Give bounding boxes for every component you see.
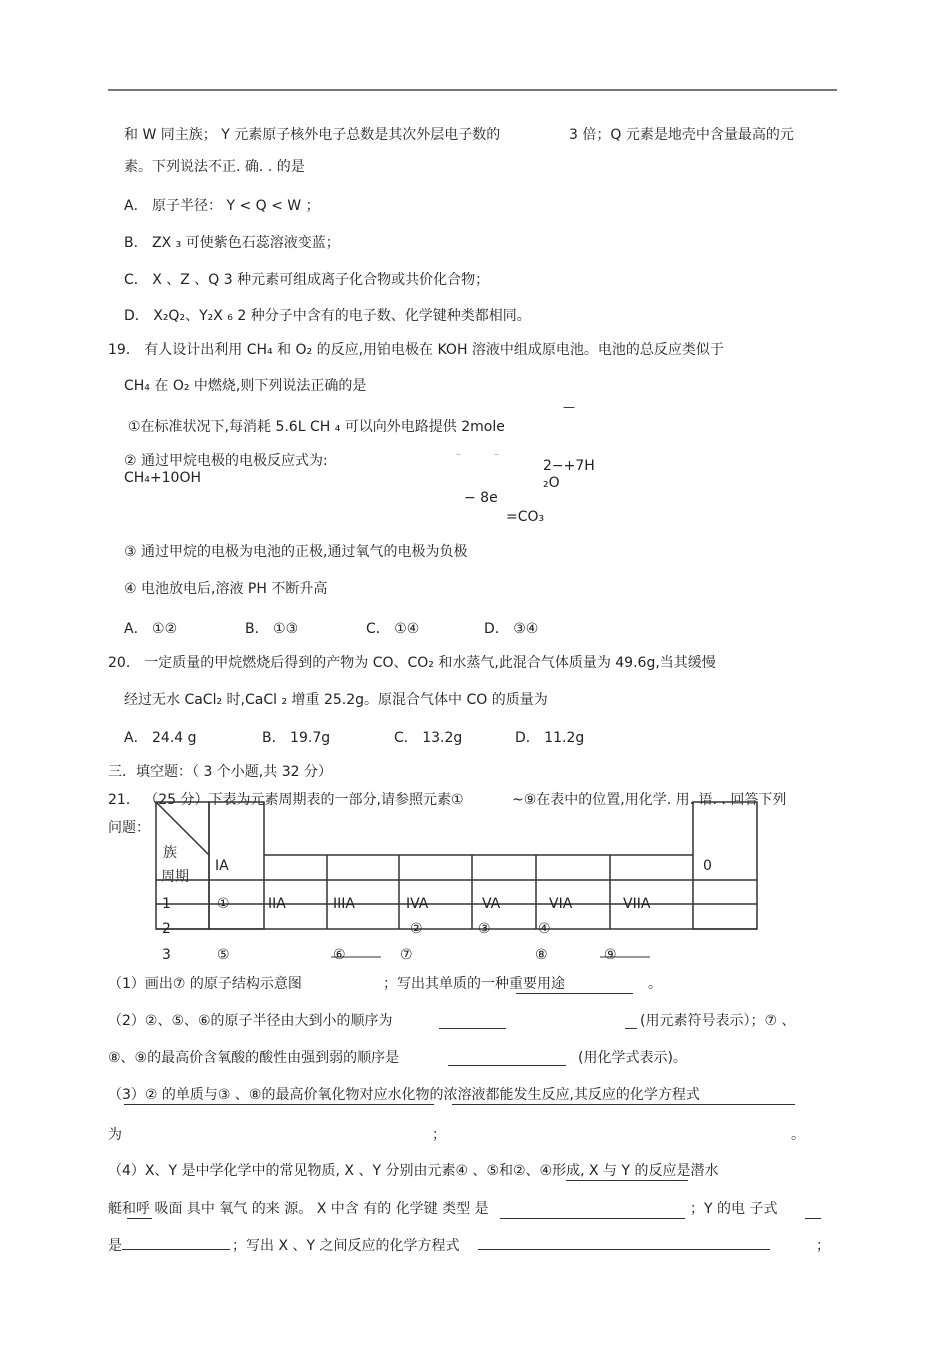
q19-mark-1: –: [456, 449, 461, 460]
q19-line1: 19． 有人设计出利用 CH₄ 和 O₂ 的反应,用铂电极在 KOH 溶液中组成原电池。电池的总反应类似于: [108, 342, 724, 358]
q20-line2: 经过无水 CaCl₂ 时,CaCl ₂ 增重 25.2g。原混合气体中 CO 的质量为: [124, 692, 548, 708]
q19-statement-2: ② 通过甲烷电极的电极反应式为:: [124, 453, 328, 469]
q21-part3-b: 为: [108, 1127, 122, 1143]
q19-mark-2: –: [494, 449, 499, 460]
table-period-2: 2: [162, 921, 171, 937]
table-header-via: VIA: [549, 896, 573, 912]
q21-part3-underline-1: [124, 1088, 434, 1105]
q19-statement-3: ③ 通过甲烷的电极为电池的正极,通过氧气的电极为负极: [124, 544, 468, 560]
q20-option-b: B． 19.7g: [262, 730, 331, 746]
table-header-va: VA: [482, 896, 501, 912]
q19-line2: CH₄ 在 O₂ 中燃烧,则下列说法正确的是: [124, 378, 367, 394]
q18-option-d: D． X₂Q₂、Y₂X ₆ 2 种分子中含有的电子数、化学键种类都相同。: [124, 308, 531, 324]
q20-option-c: C． 13.2g: [394, 730, 463, 746]
q20-option-a: A． 24.4 g: [124, 730, 197, 746]
q19-eq-left: CH₄+10OH: [124, 470, 202, 486]
q18-line1b: 3 倍；Q 元素是地壳中含量最高的元: [569, 127, 794, 143]
q21-part4-d: 是: [108, 1238, 122, 1254]
q21-part1-a: （1）画出⑦ 的原子结构示意图: [108, 976, 302, 992]
q21-line2: 问题：: [108, 820, 150, 836]
table-element-3: ③: [478, 921, 491, 937]
q21-part2-blank-1[interactable]: [439, 1012, 506, 1029]
q18-line2: 素。下列说法不正. 确. . 的是: [124, 159, 305, 175]
q21-part1-b: ；写出其单质的一种重要用途: [383, 976, 565, 992]
q21-part2-c: ⑧、⑨的最高价含氧酸的酸性由强到弱的顺序是: [108, 1050, 400, 1066]
q21-part4-underline: [566, 1164, 688, 1181]
q21-part4-blank-1[interactable]: [500, 1202, 685, 1219]
q21-line1a: 21． （25 分）下表为元素周期表的一部分,请参照元素①: [108, 792, 464, 808]
table-header-0: 0: [703, 858, 712, 874]
q20-line1: 20． 一定质量的甲烷燃烧后得到的产物为 CO、CO₂ 和水蒸气,此混合气体质量为 49.6g,当其缓慢: [108, 655, 716, 671]
q21-line1b: ~⑨在表中的位置,用化学. 用. 语. . 回答下列: [512, 792, 787, 808]
table-corner-period: 周期: [161, 869, 189, 885]
q21-part1-blank[interactable]: [516, 977, 633, 994]
table-element-9: ⑨: [604, 947, 617, 963]
q19-eq-product: =CO₃: [506, 509, 545, 525]
q21-part1-c: 。: [648, 976, 662, 992]
q21-part3-d: 。: [791, 1127, 805, 1143]
q20-option-d: D． 11.2g: [515, 730, 585, 746]
table-header-viia: VIIA: [623, 896, 651, 912]
table-header-iia: IIA: [268, 896, 286, 912]
q19-option-a: A． ①②: [124, 621, 178, 637]
q21-part4-blank-4[interactable]: [478, 1233, 770, 1250]
table-header-ia: IA: [215, 858, 229, 874]
table-element-2: ②: [410, 921, 423, 937]
q18-option-a: A． 原子半径： Y < Q < W ；: [124, 198, 320, 214]
table-element-6: ⑥: [333, 947, 346, 963]
q21-part4-blank-2[interactable]: [805, 1202, 821, 1219]
table-element-8: ⑧: [535, 947, 548, 963]
q21-part2-blank-2[interactable]: [448, 1049, 566, 1066]
table-element-4: ④: [538, 921, 551, 937]
q21-part4-blank-3[interactable]: [122, 1233, 230, 1250]
table-period-3: 3: [162, 947, 171, 963]
q19-option-c: C． ①④: [366, 621, 420, 637]
q19-superscript-dash: —: [563, 400, 575, 414]
q19-option-d: D． ③④: [484, 621, 539, 637]
table-element-1: ①: [217, 896, 230, 912]
q21-part4-f: ；: [816, 1238, 830, 1254]
q21-part3-c: ；: [432, 1127, 446, 1143]
q18-line1: 和 W 同主族； Y 元素原子核外电子总数是其次外层电子数的: [124, 127, 501, 143]
q21-part2-a: （2）②、⑤、⑥的原子半径由大到小的顺序为: [108, 1013, 393, 1029]
q21-part3-underline-2: [452, 1088, 795, 1105]
q19-statement-1: ①在标准状况下,每消耗 5.6L CH ₄ 可以向外电路提供 2mole: [128, 419, 505, 435]
table-element-7: ⑦: [400, 947, 413, 963]
q21-part4-a: （4）X、Y 是中学化学中的常见物质, X 、Y 分别由元素④ 、⑤和②、④形成, X 与 Y 的反应是潜水: [108, 1163, 719, 1179]
q21-part2-b: (用元素符号表示）；⑦ 、: [640, 1013, 796, 1029]
q19-statement-4: ④ 电池放电后,溶液 PH 不断升高: [124, 581, 328, 597]
q19-eq-electrons: − 8e: [464, 490, 498, 506]
table-element-5: ⑤: [217, 947, 230, 963]
q19-option-b: B． ①③: [245, 621, 299, 637]
table-corner-group: 族: [163, 845, 177, 861]
q21-part4-b: 艇和呼 吸面 具中 氧气 的来 源。 X 中含 有的 化学键 类型 是: [108, 1201, 489, 1217]
section-3-heading: 三．填空题：（ 3 个小题,共 32 分）: [108, 764, 332, 780]
table-header-iva: IVA: [406, 896, 429, 912]
q21-part2-d: (用化学式表示)。: [578, 1050, 687, 1066]
q21-part3-a: （3）② 的单质与③ 、⑧的最高价氧化物对应水化物的浓溶液都能发生反应,其反应的化学方程式: [108, 1087, 700, 1103]
q19-eq-right-2: ₂O: [543, 475, 560, 491]
q21-part4-c: ；Y 的电 子式: [690, 1201, 778, 1217]
q21-part4-e: ；写出 X 、Y 之间反应的化学方程式: [232, 1238, 460, 1254]
q19-eq-right-1: 2−+7H: [543, 458, 595, 474]
q18-option-c: C． X 、Z 、Q 3 种元素可组成离子化合物或共价化合物；: [124, 272, 490, 288]
table-period-1: 1: [162, 896, 171, 912]
q21-part2-blank-1-end: [625, 1012, 637, 1029]
table-header-iiia: IIIA: [333, 896, 355, 912]
q21-part4-underline-2: [127, 1202, 152, 1219]
q18-option-b: B． ZX ₃ 可使紫色石蕊溶液变蓝；: [124, 235, 340, 251]
